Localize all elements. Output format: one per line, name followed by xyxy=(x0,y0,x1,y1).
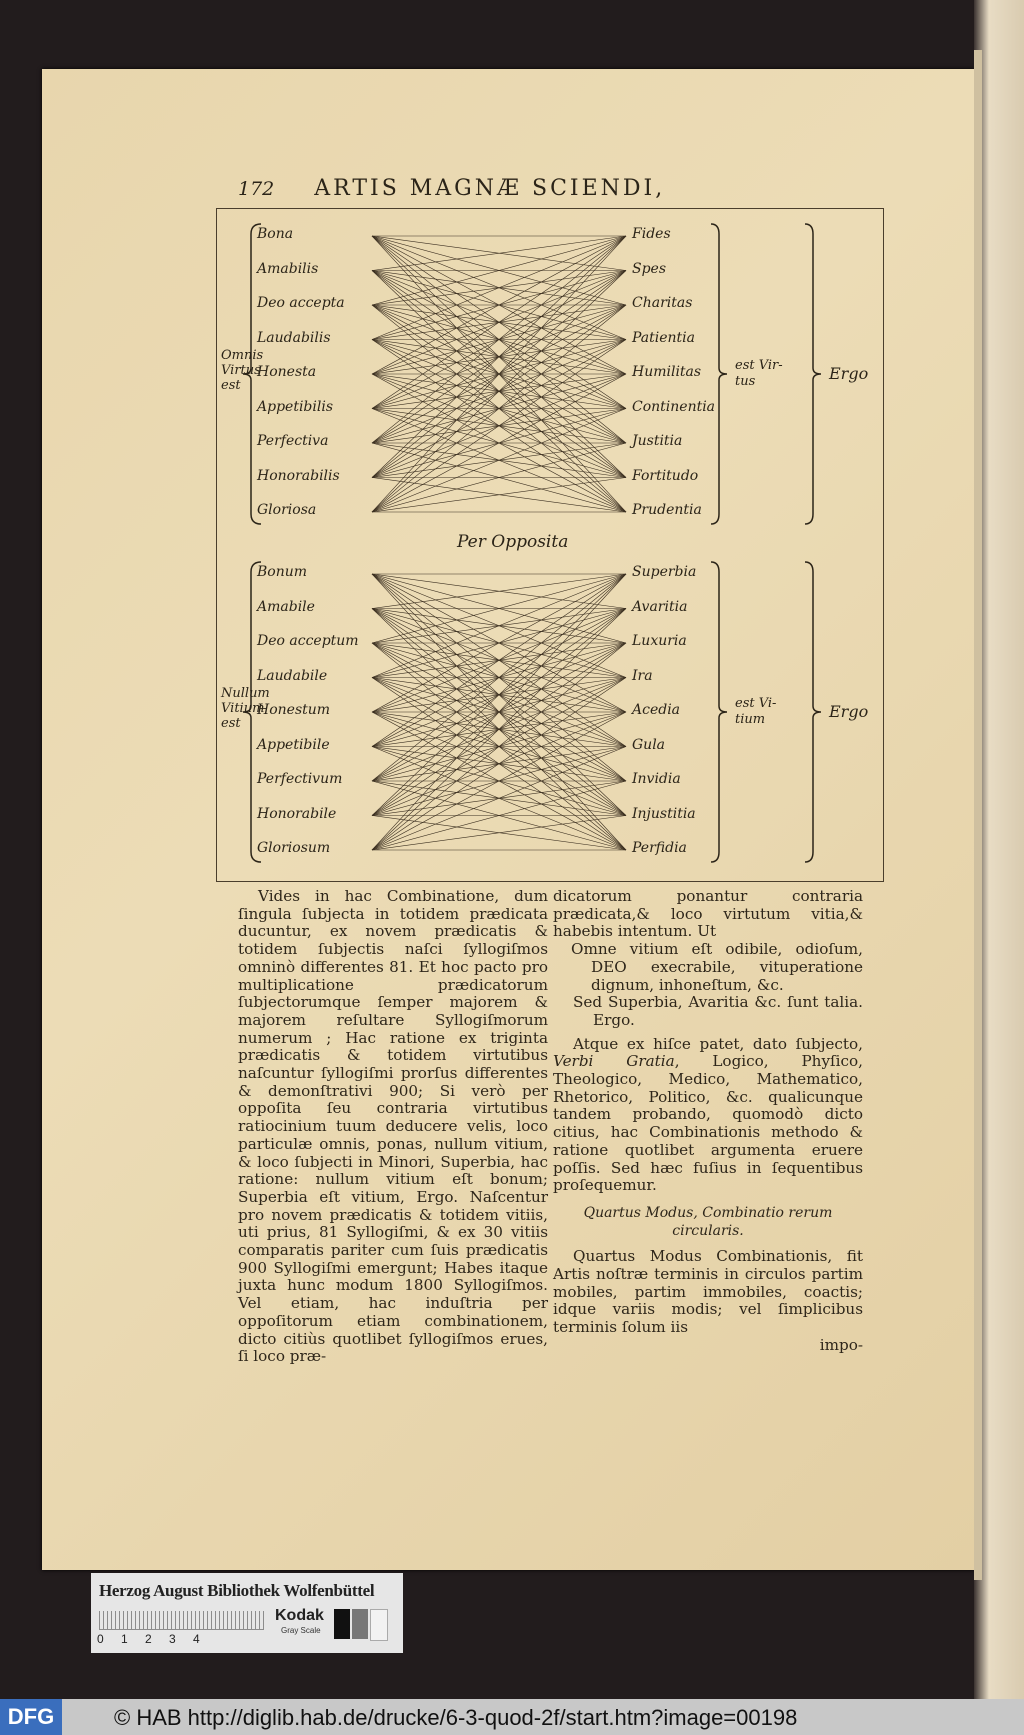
predicate-term: Injustitia xyxy=(632,805,696,822)
copyright-link[interactable]: © HAB http://diglib.hab.de/drucke/6-3-quod-2f/start.htm?image=00198 xyxy=(114,1705,798,1730)
subject-term: Gloriosum xyxy=(257,840,331,856)
page-header xyxy=(238,176,798,201)
running-title: ARTIS MAGNÆ SCIENDI, xyxy=(314,176,666,201)
subject-term: Bona xyxy=(257,226,294,242)
subject-quantifier-label: est xyxy=(221,716,241,731)
color-reference-card xyxy=(91,1573,403,1653)
predicate-term: Acedia xyxy=(632,702,681,718)
predicate-term: Invidia xyxy=(632,771,681,787)
predicate-term: Luxuria xyxy=(632,633,687,649)
page-number: 172 xyxy=(238,178,275,200)
right-column xyxy=(553,888,863,1355)
swatch-gray xyxy=(352,1609,368,1639)
predicate-term: Fides xyxy=(632,226,671,242)
subject-term: Appetibile xyxy=(257,736,330,753)
per-opposita-label: Per Opposita xyxy=(457,532,569,552)
subject-term: Perfectiva xyxy=(257,433,329,449)
conclusion-label: Ergo xyxy=(829,702,869,721)
subject-term: Amabilis xyxy=(257,260,319,277)
combination-diagram xyxy=(216,208,884,882)
subject-quantifier-label: est xyxy=(221,378,241,393)
ruler-numbers: 0 1 2 3 4 xyxy=(97,1632,200,1646)
subject-term: Deo acceptum xyxy=(257,633,359,649)
predicate-term: Avaritia xyxy=(632,598,688,615)
subject-term: Amabile xyxy=(257,598,315,615)
conclusion-brace xyxy=(805,224,821,524)
predicate-term: Gula xyxy=(632,736,666,753)
predicate-term: Prudentia xyxy=(632,502,702,518)
swatch-white xyxy=(370,1609,388,1641)
gray-scale-label: Gray Scale xyxy=(281,1626,321,1635)
subject-term: Honorabilis xyxy=(257,467,340,484)
subject-term: Deo accepta xyxy=(257,295,345,311)
subject-term: Honesta xyxy=(257,364,317,380)
text: Atque ex hiſce patet, dato ſubjecto, xyxy=(573,1034,863,1053)
conclusion-label: Ergo xyxy=(829,364,869,383)
subject-quantifier-label: Vitium xyxy=(221,701,265,716)
paragraph: Vides in hac Combinatione, dum ſingula ſubjecta in totidem prædicata ducuntur, ex novem prædicatis & totidem ſubjectis naſci ſyllogiſmos omninò differentes 81. Et hoc pacto pro multiplicatione prædicatorum ſubjectorumque ſemper majorem & majorem reſultare Syllogiſmorum numerum ; Hac ratione ex triginta prædicatis & totidem virtutibus naſcuntur ſyllogiſmi prorſus differentes & demonſtrativi 900; Si verò per oppoſita ſeu contraria virtutibus ratiocinium tuum deducere velis, loco particulæ omnis, ponas, nullum vitium, & loco ſubjecti in Minori, Superbia, hac ratione: nullum vitium eſt bonum; Superbia eſt vitium, Ergo. Naſcentur pro novem prædicatis & totidem vitiis, uti prius, 81 Syllogiſmi, & ex 30 vitiis comparatis pariter cum ſuis prædicatis 900 Syllogiſmi emergunt; Habes itaque juxta hunc modum 1800 Syllogiſmos. Vel etiam, hac induſtria per oppoſitorum etiam combinationem, dicto citiùs quotlibet ſyllogiſmos erues, ſi loco præ- xyxy=(238,887,548,1366)
institution-name: Herzog August Bibliothek Wolfenbüttel xyxy=(99,1581,375,1600)
paragraph: dicatorum ponantur contraria prædicata,& loco virtutum vitia,& habebis intentum. Ut xyxy=(553,887,863,941)
predicate-brace xyxy=(711,224,727,524)
kodak-logo: Kodak xyxy=(275,1607,324,1624)
brace-label: tus xyxy=(735,374,756,389)
subject-term: Laudabile xyxy=(257,667,328,684)
predicate-term: Perfidia xyxy=(632,840,687,856)
predicate-term: Justitia xyxy=(632,433,683,449)
dfg-logo: DFG xyxy=(0,1699,62,1735)
predicate-term: Patientia xyxy=(632,329,695,346)
predicate-term: Continentia xyxy=(632,398,716,415)
subject-term: Appetibilis xyxy=(257,398,334,415)
predicate-term: Ira xyxy=(632,667,653,684)
predicate-term: Superbia xyxy=(632,564,697,580)
predicate-term: Humilitas xyxy=(632,364,702,380)
brace-label: est Vir- xyxy=(735,358,783,373)
subject-term: Honestum xyxy=(257,702,331,718)
ruler xyxy=(99,1611,264,1630)
subject-quantifier-label: Nullum xyxy=(221,686,270,701)
paragraph xyxy=(553,1036,863,1195)
example-major: Omne vitium eſt odibile, odioſum, DEO execrabile, vituperatione dignum, inhoneſtum, &c. xyxy=(571,940,863,994)
subject-term: Bonum xyxy=(257,564,308,580)
predicate-term: Spes xyxy=(632,260,667,277)
predicate-term: Fortitudo xyxy=(632,467,699,484)
section-title: Quartus Modus, Combinatio rerum circularis. xyxy=(583,1204,833,1239)
brace-label: est Vi- xyxy=(735,696,777,711)
subject-term: Perfectivum xyxy=(257,771,343,787)
subject-term: Honorabile xyxy=(257,805,337,822)
subject-term: Laudabilis xyxy=(257,329,331,346)
example-minor: Sed Superbia, Avaritia &c. ſunt talia. Ergo. xyxy=(573,993,863,1029)
subject-term: Gloriosa xyxy=(257,502,317,518)
predicate-term: Charitas xyxy=(632,295,693,311)
italic-text: Verbi Gratia xyxy=(553,1052,675,1071)
swatch-black xyxy=(334,1609,350,1639)
subject-quantifier-label: Omnis xyxy=(221,348,264,363)
text: , Logico, Phyſico, Theologico, Medico, Mathematico, Rhetorico, Politico, &c. qualicunque tandem probando, quomodò dicto citius, hac Combinationis methodo & ratione quotlibet argumenta eruere poſſis. Sed hæc fuſius in ſequentibus proſequemur. xyxy=(553,1052,863,1195)
conclusion-brace xyxy=(805,562,821,862)
brace-label: tium xyxy=(735,712,766,727)
page-fold xyxy=(974,50,982,1580)
subject-quantifier-label: Virtus xyxy=(221,363,261,378)
paragraph: Quartus Modus Combinationis, fit Artis noſtræ terminis in circulos partim mobiles, partim immobiles, coactis; idque variis modis; vel ſimplicibus terminis ſolum iis xyxy=(553,1247,863,1337)
predicate-brace xyxy=(711,562,727,862)
catchword: impo- xyxy=(819,1335,863,1354)
footer-bar xyxy=(0,1699,1024,1735)
left-column xyxy=(238,888,548,1366)
